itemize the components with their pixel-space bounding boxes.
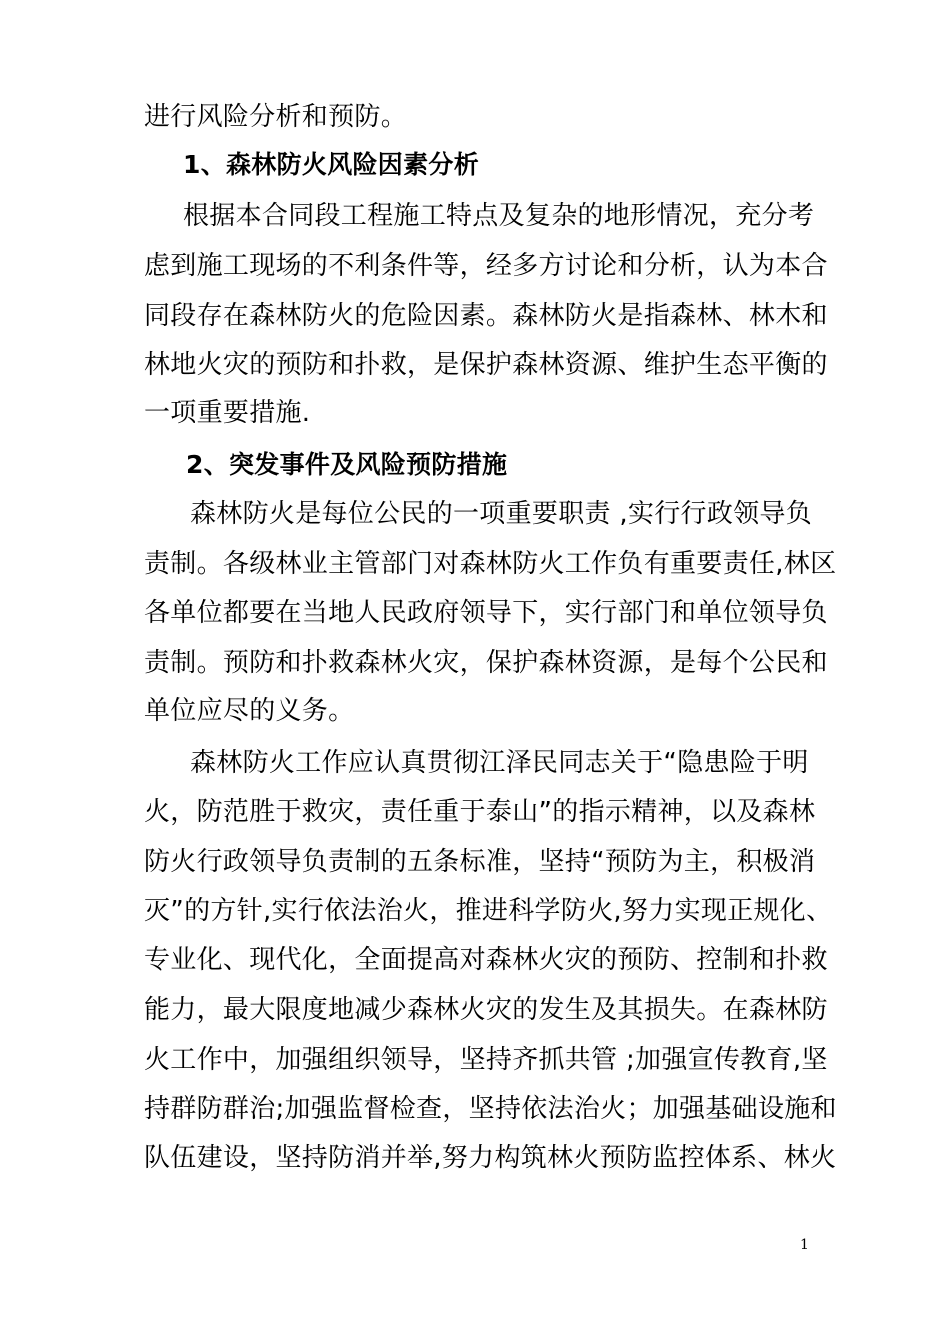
text-line: 森林防火是每位公民的一项重要职责 ,实行行政领导负 — [190, 499, 813, 529]
text-line: 森林防火工作应认真贯彻江泽民同志关于“隐患险于明 — [190, 748, 809, 778]
text-line: 火工作中，加强组织领导，坚持齐抓共管 ;加强宣传教育,坚 — [144, 1045, 828, 1075]
text-line: 灭”的方针,实行依法治火，推进科学防火,努力实现正规化、 — [144, 896, 833, 926]
text-line: 单位应尽的义务。 — [144, 696, 355, 726]
text-line: 专业化、现代化，全面提高对森林火灾的预防、控制和扑救 — [144, 945, 828, 975]
text-line: 责制。各级林业主管部门对森林防火工作负有重要责任,林区 — [144, 549, 837, 579]
text-line: 队伍建设，坚持防消并举,努力构筑林火预防监控体系、林火 — [144, 1143, 837, 1173]
text-line: 进行风险分析和预防。 — [144, 102, 408, 132]
page-number: 1 — [800, 1237, 809, 1253]
text-line: 责制。预防和扑救森林火灾，保护森林资源，是每个公民和 — [144, 648, 828, 678]
section-heading-2: 2、突发事件及风险预防措施 — [186, 450, 508, 479]
text-line: 火，防范胜于救灾，责任重于泰山”的指示精神，以及森林 — [144, 797, 816, 827]
text-line: 持群防群治;加强监督检查，坚持依法治火；加强基础设施和 — [144, 1094, 837, 1124]
text-line: 各单位都要在当地人民政府领导下，实行部门和单位领导负 — [144, 598, 828, 628]
text-line: 虑到施工现场的不利条件等，经多方讨论和分析，认为本合 — [144, 251, 828, 281]
text-line: 林地火灾的预防和扑救，是保护森林资源、维护生态平衡的 — [144, 350, 828, 380]
section-heading-1: 1、森林防火风险因素分析 — [183, 150, 479, 179]
text-line: 能力，最大限度地减少森林火灾的发生及其损失。在森林防 — [144, 995, 828, 1025]
text-line: 一项重要措施. — [144, 398, 311, 428]
text-line: 根据本合同段工程施工特点及复杂的地形情况，充分考 — [183, 201, 815, 231]
text-line: 同段存在森林防火的危险因素。森林防火是指森林、林木和 — [144, 301, 828, 331]
text-line: 防火行政领导负责制的五条标准，坚持“预防为主，积极消 — [144, 847, 816, 877]
